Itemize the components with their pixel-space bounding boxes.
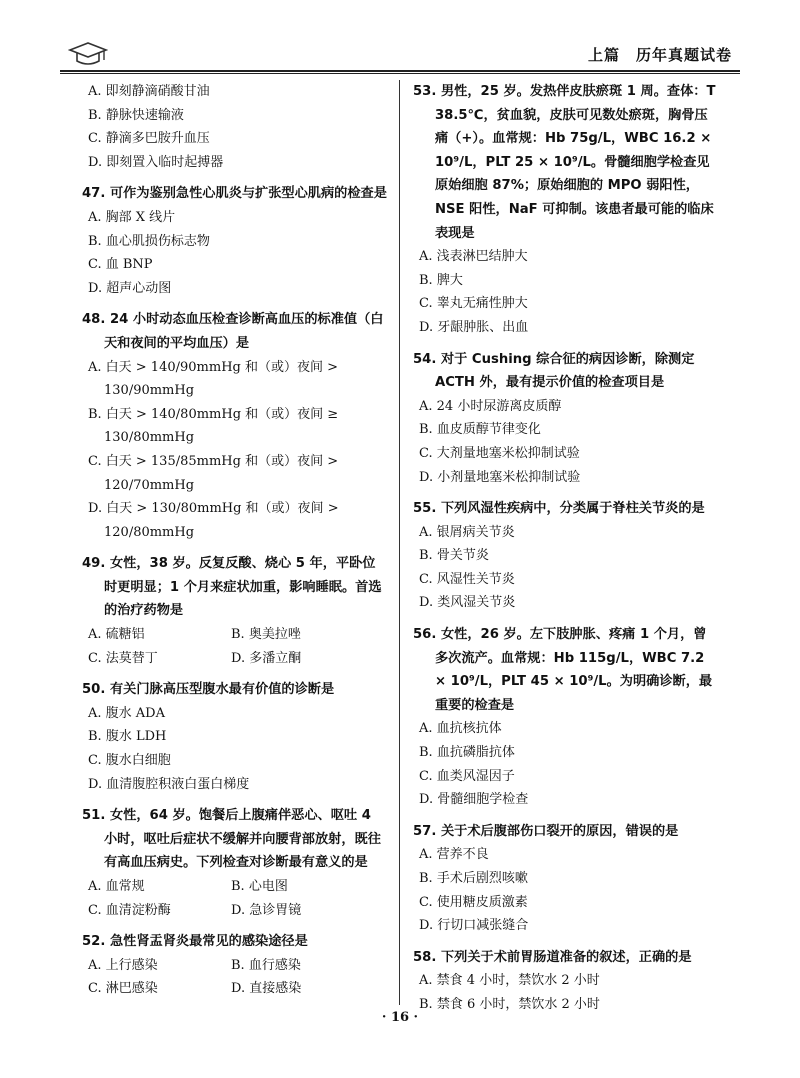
- question-stem: [413, 80, 719, 245]
- header-rule: [60, 70, 740, 72]
- column-divider: [399, 80, 400, 1005]
- option-list: [82, 954, 388, 1001]
- question-number: 53.: [413, 84, 437, 99]
- answer-option: C. 大剂量地塞米松抑制试验: [419, 445, 580, 461]
- answer-option: A. 硫糖铝: [88, 627, 145, 643]
- option-list: [413, 395, 719, 489]
- question-text: 女性，38 岁。反复反酸、烧心 5 年，平卧位时更明显；1 个月来症状加重，影响睡眠。首选的治疗药物是: [104, 556, 382, 619]
- option-list: [82, 623, 388, 670]
- question-text: 对于 Cushing 综合征的病因诊断，除测定 ACTH 外，最有提示价值的检查项目是: [435, 351, 695, 391]
- answer-option: D. 多潘立酮: [231, 650, 302, 666]
- option-list: [82, 356, 388, 545]
- answer-option: B. 血抗磷脂抗体: [419, 745, 515, 761]
- question-stem: [82, 308, 388, 355]
- question-stem: [413, 623, 719, 717]
- question-q47: [82, 182, 388, 300]
- question-number: 56.: [413, 627, 437, 643]
- answer-option: D. 行切口减张缝合: [419, 918, 529, 934]
- question-stem: [82, 552, 388, 623]
- question-q48: [82, 308, 388, 544]
- option-list: [82, 80, 388, 174]
- answer-option: B. 血心肌损伤标志物: [88, 233, 210, 249]
- question-stem: [82, 182, 388, 206]
- page-header: [60, 38, 740, 72]
- answer-option: D. 白天 > 130/80mmHg 和（或）夜间 > 120/80mmHg: [88, 501, 339, 540]
- question-number: 52.: [82, 934, 106, 950]
- question-text: 有关门脉高压型腹水最有价值的诊断是: [109, 682, 335, 698]
- option-list: [413, 843, 719, 937]
- answer-option: D. 直接感染: [231, 981, 302, 997]
- answer-option: A. 浅表淋巴结肿大: [419, 249, 528, 265]
- question-q58: [413, 946, 719, 1017]
- left-column: [82, 80, 388, 1009]
- answer-option: A. 血常规: [88, 879, 145, 894]
- answer-option: D. 急诊胃镜: [231, 902, 302, 918]
- answer-option: C. 血类风湿因子: [419, 768, 515, 784]
- answer-option: C. 血 BNP: [88, 257, 153, 273]
- answer-option: C. 血清淀粉酶: [88, 902, 171, 918]
- answer-option: A. 即刻静滴硝酸甘油: [88, 84, 210, 99]
- answer-option: B. 奥美拉唑: [231, 627, 301, 643]
- question-text: 急性肾盂肾炎最常见的感染途径是: [109, 934, 308, 950]
- answer-option: D. 即刻置入临时起搏器: [88, 154, 224, 170]
- answer-option: A. 禁食 4 小时，禁饮水 2 小时: [419, 973, 600, 989]
- question-text: 下列风湿性疾病中，分类属于脊柱关节炎的是: [440, 501, 705, 517]
- answer-option: A. 血抗核抗体: [419, 721, 502, 737]
- question-number: 50.: [82, 682, 106, 698]
- question-stem: [82, 804, 388, 875]
- question-number: 54.: [413, 351, 437, 367]
- option-list: [413, 717, 719, 811]
- question-number: 49.: [82, 556, 106, 572]
- answer-option: C. 腹水白细胞: [88, 753, 171, 769]
- option-list: [82, 206, 388, 300]
- answer-option: C. 淋巴感染: [88, 981, 158, 997]
- answer-option: D. 类风湿关节炎: [419, 595, 516, 611]
- question-q56: [413, 623, 719, 812]
- answer-option: A. 银屑病关节炎: [419, 524, 515, 540]
- question-number: 58.: [413, 949, 437, 965]
- question-q50: [82, 678, 388, 796]
- answer-option: B. 血皮质醇节律变化: [419, 422, 541, 438]
- question-text: 女性，64 岁。饱餐后上腹痛伴恶心、呕吐 4 小时，呕吐后症状不缓解并向腰背部放射，既往有高血压病史。下列检查对诊断最有意义的是: [104, 808, 381, 871]
- question-q55: [413, 497, 719, 615]
- header-title: 上篇 历年真题试卷: [587, 46, 732, 64]
- question-text: 24 小时动态血压检查诊断高血压的标准值（白天和夜间的平均血压）是: [104, 312, 384, 351]
- header-rule-thin: [60, 73, 740, 74]
- right-column: [413, 80, 719, 1025]
- answer-option: C. 使用糖皮质激素: [419, 894, 528, 910]
- answer-option: A. 白天 > 140/90mmHg 和（或）夜间 > 130/90mmHg: [88, 359, 339, 399]
- answer-option: A. 腹水 ADA: [88, 705, 165, 721]
- answer-option: B. 骨关节炎: [419, 548, 489, 564]
- answer-option: B. 白天 > 140/80mmHg 和（或）夜间 ≥ 130/80mmHg: [88, 406, 339, 446]
- answer-option: B. 脾大: [419, 272, 463, 288]
- question-q57: [413, 820, 719, 938]
- question-text: 男性，25 岁。发热伴皮肤瘀斑 1 周。查体：T 38.5℃，贫血貌，皮肤可见数处瘀斑，胸骨压痛（+）。血常规：Hb 75g/L，WBC 16.2 × 10⁹/L，PLT 25 × 10⁹/L。骨髓细胞学检查见原始细胞 87%；原始细胞的 MPO 弱阳性，NSE 阳性，NaF 可抑制。该患者最可能的临床表现是: [435, 84, 716, 241]
- page-number: · 16 ·: [381, 1010, 419, 1025]
- answer-option: B. 心电图: [231, 879, 288, 894]
- question-number: 51.: [82, 808, 106, 824]
- question-stem: [413, 820, 719, 844]
- option-list: [82, 875, 388, 922]
- question-text: 可作为鉴别急性心肌炎与扩张型心肌病的检查是: [109, 186, 387, 202]
- question-q54: [413, 348, 719, 490]
- option-list: [413, 245, 719, 339]
- question-stem: [413, 497, 719, 521]
- question-stem: [82, 930, 388, 954]
- question-number: 57.: [413, 823, 437, 839]
- answer-option: A. 营养不良: [419, 847, 489, 863]
- answer-option: B. 手术后剧烈咳嗽: [419, 871, 528, 886]
- answer-option: C. 睾丸无痛性肿大: [419, 296, 528, 312]
- question-number: 55.: [413, 501, 437, 517]
- answer-option: C. 法莫替丁: [88, 650, 158, 666]
- answer-option: B. 血行感染: [231, 957, 301, 973]
- answer-option: A. 上行感染: [88, 957, 158, 973]
- answer-option: A. 胸部 X 线片: [88, 209, 176, 225]
- answer-option: D. 血清腹腔积液白蛋白梯度: [88, 776, 250, 792]
- answer-option: C. 白天 > 135/85mmHg 和（或）夜间 > 120/70mmHg: [88, 453, 339, 493]
- answer-option: B. 静脉快速输液: [88, 107, 184, 123]
- graduation-cap-icon: [68, 40, 108, 70]
- answer-option: D. 骨髓细胞学检查: [419, 792, 529, 808]
- question-text: 下列关于术前胃肠道准备的叙述，正确的是: [440, 949, 692, 965]
- answer-option: D. 超声心动图: [88, 280, 172, 296]
- option-list: [82, 702, 388, 796]
- question-q46: [82, 80, 388, 174]
- question-q49: [82, 552, 388, 670]
- question-q52: [82, 930, 388, 1001]
- question-stem: [82, 678, 388, 702]
- answer-option: C. 风湿性关节炎: [419, 571, 515, 587]
- question-number: 47.: [82, 186, 106, 202]
- answer-option: D. 小剂量地塞米松抑制试验: [419, 469, 581, 485]
- question-q53: [413, 80, 719, 340]
- question-stem: [413, 348, 719, 395]
- answer-option: C. 静滴多巴胺升血压: [88, 131, 210, 147]
- answer-option: B. 禁食 6 小时，禁饮水 2 小时: [419, 996, 600, 1012]
- answer-option: A. 24 小时尿游离皮质醇: [419, 398, 562, 414]
- option-list: [413, 521, 719, 615]
- answer-option: D. 牙龈肿胀、出血: [419, 319, 529, 335]
- question-stem: [413, 946, 719, 970]
- answer-option: B. 腹水 LDH: [88, 729, 167, 745]
- question-number: 48.: [82, 312, 106, 328]
- question-text: 女性，26 岁。左下肢肿胀、疼痛 1 个月，曾多次流产。血常规：Hb 115g/L，WBC 7.2 × 10⁹/L，PLT 45 × 10⁹/L。为明确诊断，最重要的检查是: [435, 627, 713, 713]
- question-text: 关于术后腹部伤口裂开的原因，错误的是: [440, 823, 679, 839]
- question-q51: [82, 804, 388, 922]
